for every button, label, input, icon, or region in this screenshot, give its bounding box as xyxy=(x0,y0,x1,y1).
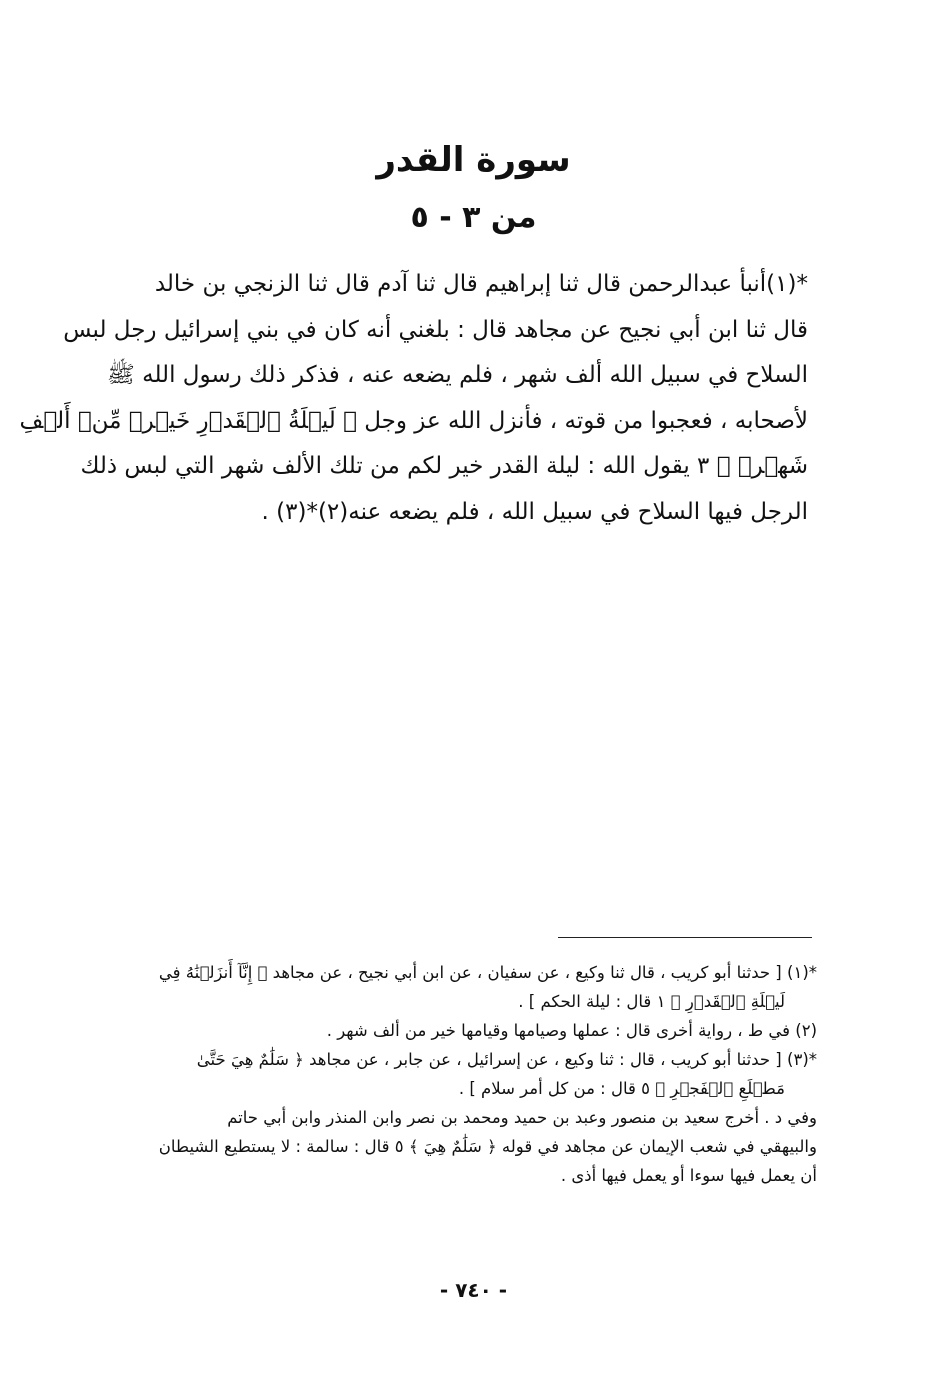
footnote-line: والبيهقي في شعب الإيمان عن مجاهد في قوله ﴿ سَلَٰمٌ هِيَ ﴾ ٥ قال : سالمة : لا يستطيع الشيطان xyxy=(158,1137,817,1156)
footnote-3-continuation xyxy=(105,1103,817,1190)
footnote-3 xyxy=(105,1045,817,1103)
footnote-line: مَطۡلَعِ ٱلۡفَجۡرِ ﴾ ٥ قال : من كل أمر سلام ] . xyxy=(458,1079,785,1098)
main-text-line: الرجل فيها السلاح في سبيل الله ، فلم يضعه عنه(٢)*(٣) . xyxy=(261,498,808,525)
main-text-line: السلاح في سبيل الله ألف شهر ، فلم يضعه عنه ، فذكر ذلك رسول الله ﷺ xyxy=(107,362,808,388)
footnote-2 xyxy=(105,1016,817,1045)
verse-range: من ٣ - ٥ xyxy=(410,200,537,235)
footnote-divider xyxy=(558,937,812,938)
main-text-line: لأصحابه ، فعجبوا من قوته ، فأنزل الله عز وجل ﴿ لَيۡلَةُ ٱلۡقَدۡرِ خَيۡرٞ مِّنۡ أَلۡفِ xyxy=(19,407,808,434)
surah-title: سورة القدر xyxy=(376,140,571,180)
main-text-line: شَهۡرٖ ﴾ ٣ يقول الله : ليلة القدر خير لكم من تلك الألف شهر التي لبس ذلك xyxy=(80,453,808,479)
footnote-line: (٢) في ط ، رواية أخرى قال : عملها وصيامها وقيامها خير من ألف شهر . xyxy=(326,1021,817,1040)
main-text-block xyxy=(19,262,808,535)
footnote-line: أن يعمل فيها سوءا أو يعمل فيها أذى . xyxy=(560,1166,817,1185)
main-text-line: *(١)أنبأ عبدالرحمن قال ثنا إبراهيم قال ثنا آدم قال ثنا الزنجي بن خالد xyxy=(154,271,808,297)
footnote-line: لَيۡلَةِ ٱلۡقَدۡرِ ﴾ ١ قال : ليلة الحكم ] . xyxy=(518,992,785,1011)
footnotes-block xyxy=(105,958,817,1190)
page-number: - ٧٤٠ - xyxy=(439,1278,508,1302)
footnote-line: *(١) [ حدثنا أبو كريب ، قال ثنا وكيع ، عن سفيان ، عن ابن أبي نجيح ، عن مجاهد ﴿ إِنَّآ أَنزَلۡنَٰهُ فِي xyxy=(158,963,817,982)
main-text-line: قال ثنا ابن أبي نجيح عن مجاهد قال : بلغني أنه كان في بني إسرائيل رجل لبس xyxy=(63,316,808,343)
footnote-1 xyxy=(105,958,817,1016)
footnote-line: *(٣) [ حدثنا أبو كريب ، قال : ثنا وكيع ، عن إسرائيل ، عن جابر ، عن مجاهد ﴿ سَلَٰمٌ هِيَ حَتَّىٰ xyxy=(196,1050,817,1069)
footnote-line: وفي د . أخرج سعيد بن منصور وعبد بن حميد ومحمد بن نصر وابن المنذر وابن أبي حاتم xyxy=(227,1108,817,1127)
